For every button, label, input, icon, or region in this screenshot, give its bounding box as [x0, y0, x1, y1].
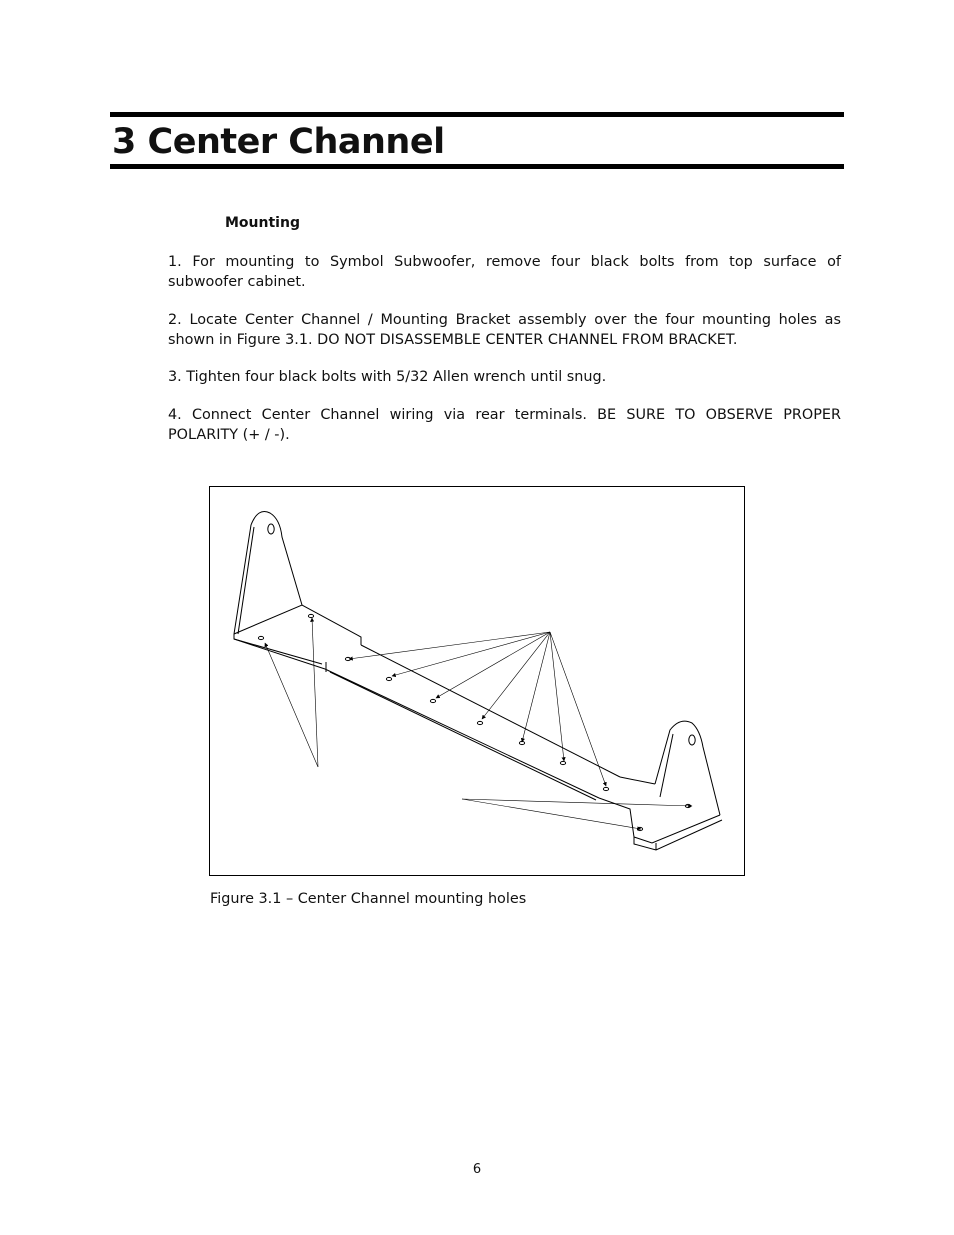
step-2-text: 2. Locate Center Channel / Mounting Bracket assembly over the four mounting holes as shown in Figure 3.1. DO NOT DISASSEMBLE CENTER CHANNEL FROM BRACKET. [168, 312, 841, 348]
figure-3-1 [209, 486, 745, 876]
step-4-text: 4. Connect Center Channel wiring via rear terminals. BE SURE TO OBSERVE PROPER POLARITY (+ / -). [168, 407, 841, 443]
heading-rule-bottom [110, 164, 844, 169]
page-number: 6 [472, 1162, 482, 1177]
heading-rule-top [110, 112, 844, 117]
figure-caption: Figure 3.1 – Center Channel mounting holes [210, 891, 527, 907]
step-3-text: 3. Tighten four black bolts with 5/32 Allen wrench until snug. [168, 369, 607, 385]
chapter-title: 3 Center Channel [112, 122, 445, 162]
section-heading-mounting: Mounting [225, 215, 300, 231]
step-1-text: 1. For mounting to Symbol Subwoofer, remove four black bolts from top surface of subwoofer cabinet. [168, 254, 841, 290]
mounting-bracket-drawing [210, 487, 744, 875]
